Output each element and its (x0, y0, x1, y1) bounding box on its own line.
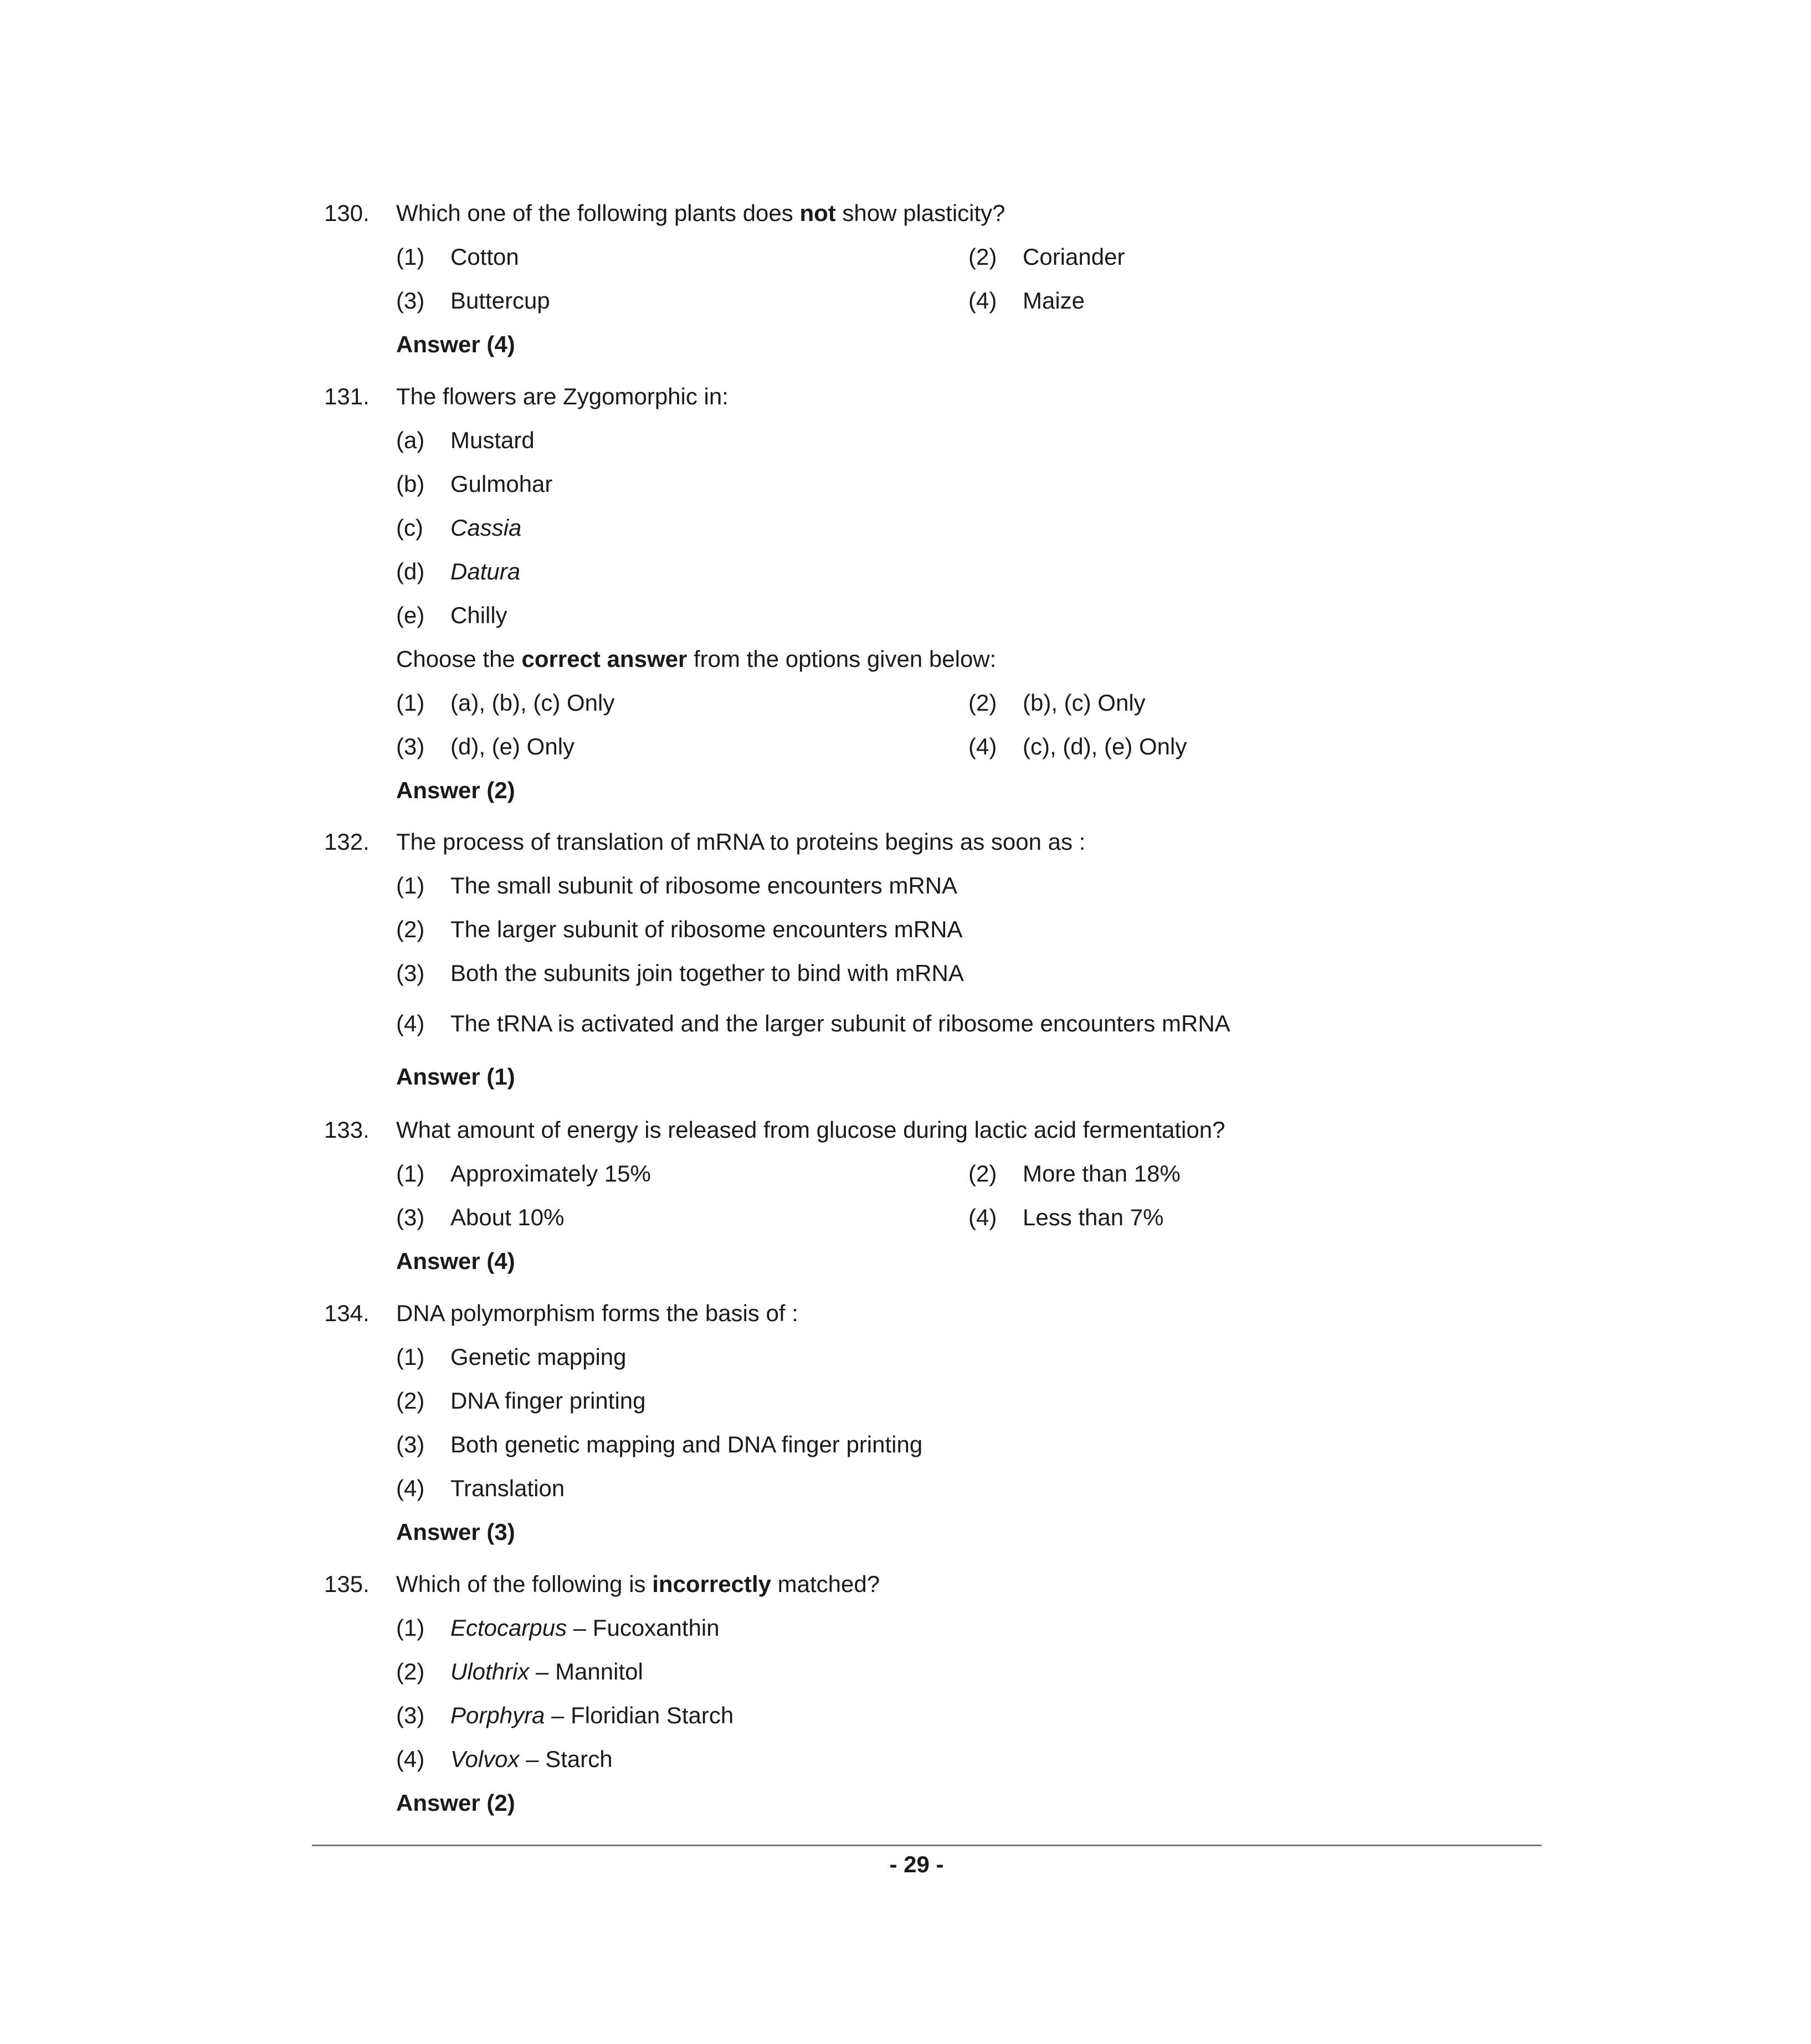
option: (4) The tRNA is activated and the larger subunit of ribosome encounters mRNA (396, 1010, 1230, 1036)
answer: Answer (2) (396, 1790, 515, 1816)
page-number: - 29 - (889, 1851, 944, 1877)
list-item: (d) Datura (396, 558, 521, 584)
question-number: 133. (324, 1117, 370, 1143)
option: (1) Cotton (396, 244, 519, 270)
answer: Answer (4) (396, 1248, 515, 1274)
option: (4) (c), (d), (e) Only (968, 733, 1187, 759)
question-number: 132. (324, 829, 370, 855)
list-item: (e) Chilly (396, 602, 507, 628)
question-text: Which one of the following plants does not show plasticity? (396, 200, 1005, 226)
option: (1) Genetic mapping (396, 1344, 627, 1370)
answer: Answer (2) (396, 777, 515, 803)
question-text: DNA polymorphism forms the basis of : (396, 1300, 798, 1326)
list-item: (a) Mustard (396, 427, 535, 453)
question-text: Which of the following is incorrectly matched? (396, 1571, 880, 1597)
answer: Answer (3) (396, 1519, 515, 1545)
option: (2) More than 18% (968, 1160, 1181, 1187)
option: (2) Coriander (968, 244, 1125, 270)
option: (2) Ulothrix – Mannitol (396, 1658, 643, 1684)
option: (2) The larger subunit of ribosome encounters mRNA (396, 916, 963, 942)
option: (1) Ectocarpus – Fucoxanthin (396, 1615, 720, 1641)
list-item: (c) Cassia (396, 515, 522, 541)
instruction-text: Choose the correct answer from the options given below: (396, 646, 997, 672)
option: (3) Buttercup (396, 287, 550, 314)
option: (3) About 10% (396, 1204, 565, 1230)
question-number: 135. (324, 1571, 370, 1597)
question-text: The flowers are Zygomorphic in: (396, 383, 728, 409)
option: (3) (d), (e) Only (396, 733, 575, 759)
question-number: 130. (324, 200, 370, 226)
option: (3) Both the subunits join together to bind with mRNA (396, 960, 964, 986)
question-text: The process of translation of mRNA to proteins begins as soon as : (396, 829, 1086, 855)
footer-divider (312, 1845, 1542, 1846)
option: (4) Translation (396, 1475, 565, 1501)
option: (3) Both genetic mapping and DNA finger printing (396, 1431, 923, 1457)
option: (1) Approximately 15% (396, 1160, 651, 1187)
question-number: 134. (324, 1300, 370, 1326)
question-text: What amount of energy is released from glucose during lactic acid fermentation? (396, 1117, 1225, 1143)
option: (2) DNA finger printing (396, 1388, 646, 1414)
option: (4) Less than 7% (968, 1204, 1164, 1230)
answer: Answer (4) (396, 331, 515, 357)
option: (1) The small subunit of ribosome encounters mRNA (396, 872, 958, 898)
option: (2) (b), (c) Only (968, 690, 1146, 716)
option: (4) Maize (968, 287, 1085, 314)
option: (3) Porphyra – Floridian Starch (396, 1702, 734, 1728)
list-item: (b) Gulmohar (396, 471, 553, 497)
question-number: 131. (324, 383, 370, 409)
option: (4) Volvox – Starch (396, 1746, 613, 1772)
option: (1) (a), (b), (c) Only (396, 690, 615, 716)
answer: Answer (1) (396, 1064, 515, 1090)
